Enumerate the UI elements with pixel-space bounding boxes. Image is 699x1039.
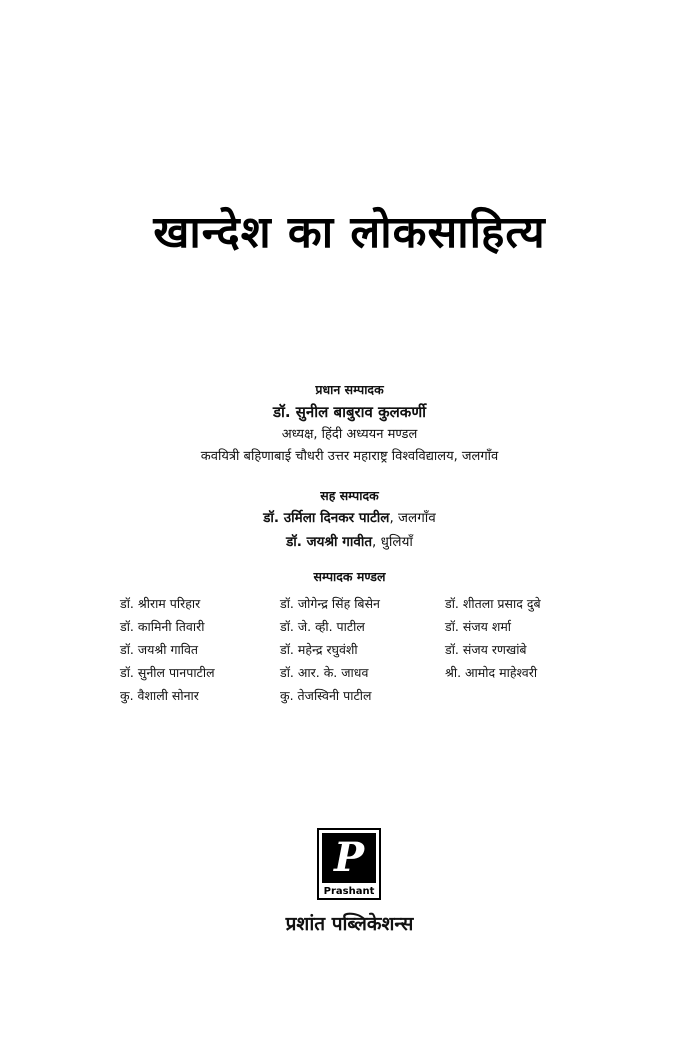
chief-editor-label: प्रधान सम्पादक: [315, 382, 384, 397]
chief-editor-name: डॉ. सुनील बाबुराव कुलकर्णी: [272, 403, 427, 421]
publisher-logo: [317, 828, 381, 900]
board-member: कु. वैशाली सोनार: [120, 688, 199, 703]
board-member: [445, 684, 640, 707]
co-editors-label: सह सम्पादक: [320, 488, 379, 503]
editorial-board-list: [120, 592, 640, 707]
co-editors-section: [0, 486, 699, 554]
chief-editor-institution: कवयित्री बहिणाबाई चौधरी उत्तर महाराष्ट्र विश्वविद्यालय, जलगाँव: [200, 449, 499, 464]
co-editor-2-name: डॉ. जयश्री गावीत: [286, 534, 373, 550]
editorial-board-label: सम्पादक मण्डल: [313, 569, 386, 584]
board-member: डॉ. आर. के. जाधव: [280, 665, 369, 680]
board-member: डॉ. महेन्द्र रघुवंशी: [280, 642, 358, 657]
chief-editor-section: [0, 380, 699, 468]
logo-letter: P: [333, 834, 365, 881]
board-member: डॉ. जयश्री गावित: [120, 642, 199, 657]
logo-text: Prashant: [323, 886, 375, 897]
board-member: डॉ. जे. व्ही. पाटील: [280, 619, 365, 634]
co-editor-2-place: , धुलियाँ: [372, 534, 413, 550]
board-member: डॉ. संजय शर्मा: [445, 619, 512, 634]
book-title: खान्देश का लोकसाहित्य: [153, 207, 546, 258]
co-editor-1: [0, 506, 699, 530]
prashant-p-logo-icon: [322, 833, 376, 883]
board-member: डॉ. संजय रणखांबे: [445, 642, 527, 657]
board-member: डॉ. कामिनी तिवारी: [120, 619, 205, 634]
co-editor-1-place: , जलगाँव: [389, 510, 436, 526]
board-member: डॉ. शीतला प्रसाद दुबे: [445, 596, 541, 611]
chief-editor-designation: अध्यक्ष, हिंदी अध्ययन मण्डल: [281, 427, 418, 442]
publisher-name: प्रशांत पब्लिकेशन्स: [285, 913, 414, 935]
board-member: डॉ. जोगेन्द्र सिंह बिसेन: [280, 596, 380, 611]
board-member: डॉ. श्रीराम परिहार: [120, 596, 201, 611]
co-editor-1-name: डॉ. उर्मिला दिनकर पाटील: [263, 510, 390, 526]
board-member: श्री. आमोद माहेश्वरी: [445, 665, 538, 680]
co-editor-2: [0, 530, 699, 554]
board-member: डॉ. सुनील पानपाटील: [120, 665, 215, 680]
editorial-board-section: [0, 567, 699, 587]
board-member: कु. तेजस्विनी पाटील: [280, 688, 372, 703]
